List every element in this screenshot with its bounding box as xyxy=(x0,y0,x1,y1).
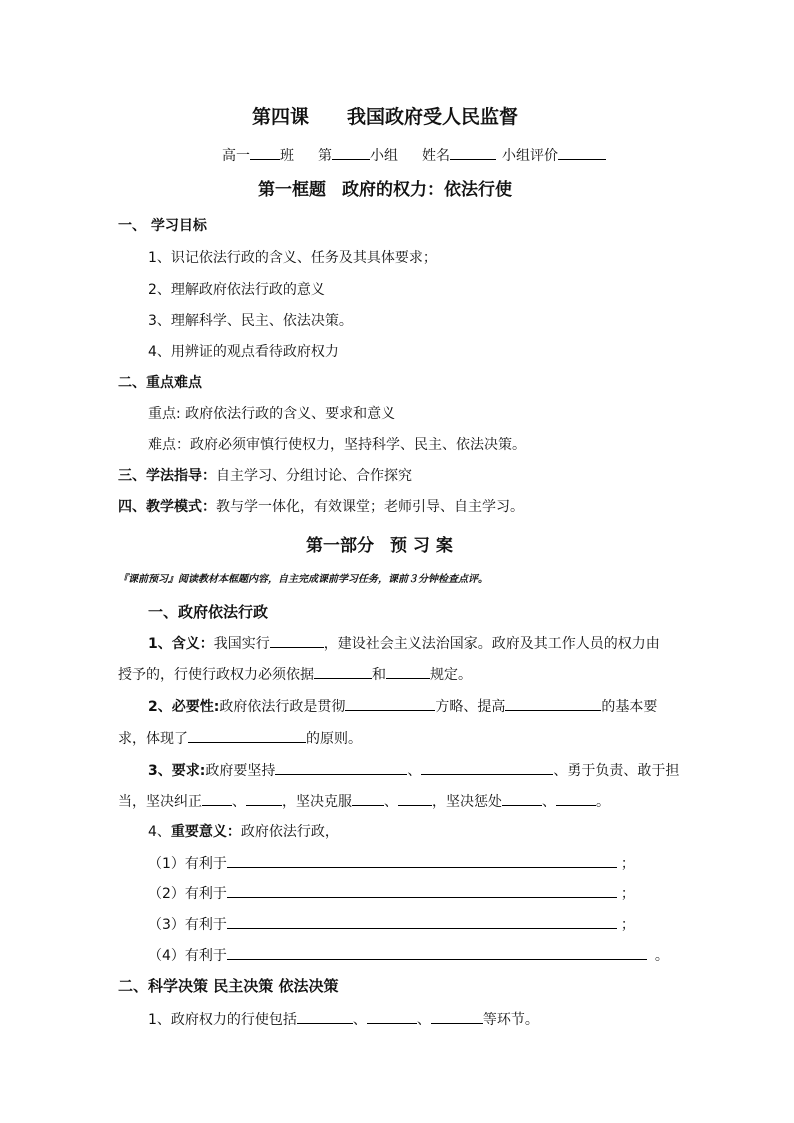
q1-blank-1[interactable] xyxy=(270,633,324,648)
q1-label: 1、含义： xyxy=(148,636,214,652)
lesson-topic: 我国政府受人民监督 xyxy=(347,106,519,128)
q3-text: 、勇于负责、敢于担 xyxy=(553,763,680,779)
q1-text: 我国实行 xyxy=(213,636,270,652)
section-key-points-heading: 二、重点难点 xyxy=(118,375,202,391)
eval-label: 小组评价 xyxy=(502,148,558,164)
q3-text: 、 xyxy=(384,794,398,810)
frame-title xyxy=(258,178,512,202)
frame-title-part1: 第一框题 xyxy=(258,180,326,200)
q2-text: 的基本要 xyxy=(601,699,658,715)
q2-line2 xyxy=(118,728,362,749)
q2-blank-3[interactable] xyxy=(188,728,306,743)
key-point-text: 重点: 政府依法行政的含义、要求和意义 xyxy=(148,406,396,422)
q1-text: 规定。 xyxy=(430,667,472,683)
objective-item: 4、用辨证的观点看待政府权力 xyxy=(148,344,339,360)
q4-item-end: ； xyxy=(620,856,635,872)
q4-label: 重要意义： xyxy=(170,824,241,840)
q3-line1 xyxy=(148,760,679,781)
q4-blank-1[interactable] xyxy=(227,853,617,868)
part1-title-b: 预 习 案 xyxy=(390,536,453,556)
method-label: 三、学法指导： xyxy=(118,468,216,484)
q3-text: 。 xyxy=(596,794,610,810)
q4-number: 4、 xyxy=(148,824,171,840)
q2-text: 求，体现了 xyxy=(118,731,188,747)
class-label: 班 xyxy=(280,148,294,164)
subsection-lawful-admin: 一、政府依法行政 xyxy=(148,603,269,621)
q2-text: 的原则。 xyxy=(306,731,362,747)
q4-item-label: （2）有利于 xyxy=(148,886,227,902)
q3-text: 政府要坚持 xyxy=(205,763,276,779)
mode-label: 四、教学模式： xyxy=(118,499,216,515)
objective-item: 1、识记依法行政的含义、任务及其具体要求； xyxy=(148,250,437,266)
objective-item: 2、理解政府依法行政的意义 xyxy=(148,282,325,298)
q1-text: 授予的，行使行政权力必须依据 xyxy=(118,667,314,683)
q4-text: 政府依法行政， xyxy=(240,824,339,840)
q1-line1 xyxy=(148,633,660,654)
q2-text: 政府依法行政是贯彻 xyxy=(219,699,346,715)
q1-text: ，建设社会主义法治国家。政府及其工作人员的权力由 xyxy=(323,636,660,652)
mode-text: 教与学一体化，有效课堂；老师引导、自主学习。 xyxy=(216,499,524,515)
q3-text: ，坚决惩处 xyxy=(432,794,502,810)
q4-line xyxy=(148,822,339,842)
q3-blank-1[interactable] xyxy=(275,760,407,775)
q4-blank-3[interactable] xyxy=(227,914,617,929)
q3-text: 当，坚决纠正 xyxy=(118,794,202,810)
q5-text: 1、政府权力的行使包括 xyxy=(148,1012,297,1028)
preview-instruction: 『课前预习』阅读教材本框题内容，自主完成课前学习任务，课前３分钟检查点评。 xyxy=(118,574,488,585)
group-blank[interactable] xyxy=(332,145,370,160)
q3-text: 、 xyxy=(542,794,556,810)
part1-title-a: 第一部分 xyxy=(306,536,374,556)
q5-text: 、 xyxy=(416,1012,431,1028)
q3-blank-5[interactable] xyxy=(352,791,384,806)
q4-blank-2[interactable] xyxy=(227,883,617,898)
q2-blank-1[interactable] xyxy=(345,696,435,711)
group-prefix: 第 xyxy=(318,148,332,164)
q2-blank-2[interactable] xyxy=(505,696,601,711)
subsection-decision-making: 二、科学决策 民主决策 依法决策 xyxy=(118,977,339,995)
group-label: 小组 xyxy=(370,148,398,164)
q4-item-end: 。 xyxy=(654,948,669,964)
q4-item-2 xyxy=(148,883,635,904)
q3-blank-2[interactable] xyxy=(421,760,553,775)
q4-item-1 xyxy=(148,853,635,874)
q5-line xyxy=(148,1009,539,1030)
q4-item-3 xyxy=(148,914,635,935)
q4-blank-4[interactable] xyxy=(227,945,647,960)
q2-line1 xyxy=(148,696,657,717)
q3-blank-3[interactable] xyxy=(202,791,232,806)
q1-blank-2[interactable] xyxy=(314,664,372,679)
section-method xyxy=(118,466,412,486)
q5-text: 、 xyxy=(352,1012,367,1028)
q3-line2 xyxy=(118,791,610,812)
part1-title xyxy=(306,534,453,558)
q2-label: 2、必要性: xyxy=(148,699,220,715)
student-info-line xyxy=(222,145,606,166)
lesson-number: 第四课 xyxy=(252,106,310,128)
q1-text: 和 xyxy=(372,667,386,683)
q4-item-label: （4）有利于 xyxy=(148,948,227,964)
q3-blank-7[interactable] xyxy=(502,791,542,806)
q3-text: 、 xyxy=(232,794,246,810)
q5-blank-3[interactable] xyxy=(431,1009,483,1024)
grade-label: 高一 xyxy=(222,148,250,164)
q3-blank-8[interactable] xyxy=(556,791,596,806)
q5-blank-2[interactable] xyxy=(367,1009,417,1024)
q3-label: 3、要求: xyxy=(148,763,206,779)
section-teaching-mode xyxy=(118,497,524,517)
difficult-point-text: 难点：政府必须审慎行使权力，坚持科学、民主、依法决策。 xyxy=(148,437,526,453)
q4-item-label: （3）有利于 xyxy=(148,917,227,933)
lesson-title xyxy=(252,104,518,130)
name-blank[interactable] xyxy=(450,145,496,160)
q3-text: ，坚决克服 xyxy=(282,794,352,810)
q1-line2 xyxy=(118,664,472,685)
q5-blank-1[interactable] xyxy=(297,1009,353,1024)
q4-item-end: ； xyxy=(620,917,635,933)
method-text: 自主学习、分组讨论、合作探究 xyxy=(216,468,412,484)
section-objectives-heading: 一、 学习目标 xyxy=(118,218,207,234)
name-label: 姓名 xyxy=(422,148,450,164)
q2-text: 方略、提高 xyxy=(435,699,506,715)
q4-item-4 xyxy=(148,945,669,966)
q4-item-label: （1）有利于 xyxy=(148,856,227,872)
class-blank[interactable] xyxy=(250,145,280,160)
frame-title-part2: 政府的权力：依法行使 xyxy=(342,180,512,200)
objective-item: 3、理解科学、民主、依法决策。 xyxy=(148,313,353,329)
q3-blank-4[interactable] xyxy=(246,791,282,806)
q3-blank-6[interactable] xyxy=(398,791,432,806)
q3-text: 、 xyxy=(407,763,422,779)
q1-blank-3[interactable] xyxy=(386,664,430,679)
q5-text: 等环节。 xyxy=(482,1012,539,1028)
q4-item-end: ； xyxy=(620,886,635,902)
eval-blank[interactable] xyxy=(558,145,606,160)
